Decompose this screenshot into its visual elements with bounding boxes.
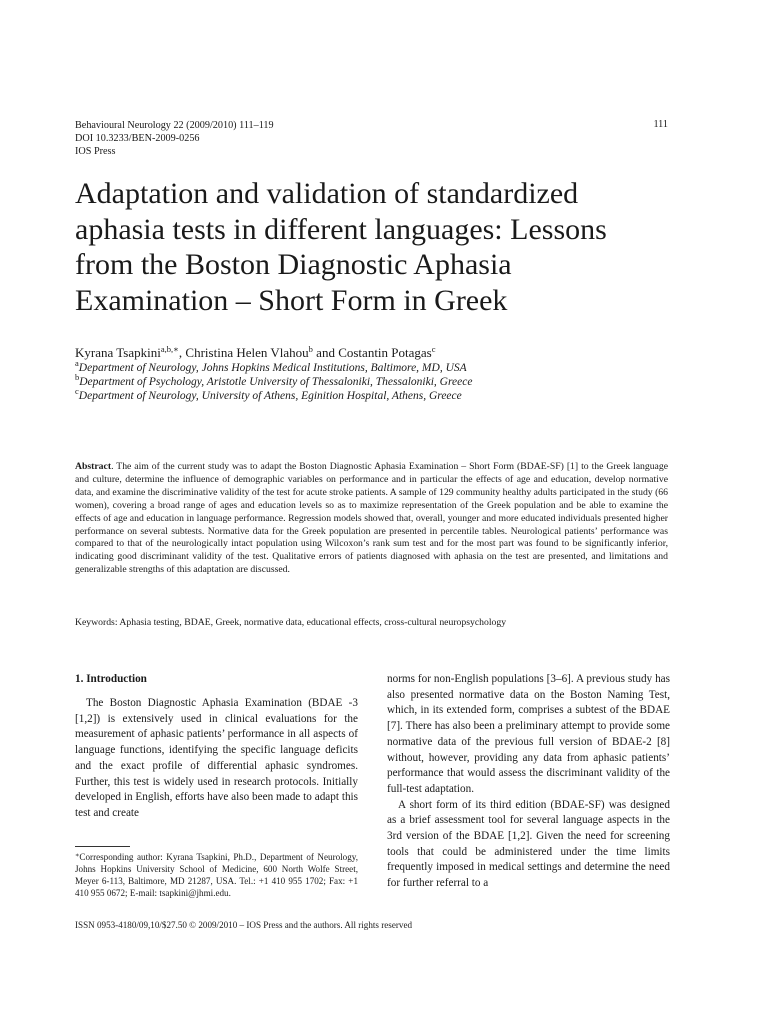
title-line: from the Boston Diagnostic Aphasia (75, 248, 512, 281)
title-line: Examination – Short Form in Greek (75, 283, 508, 317)
author-name: Christina Helen Vlahou (185, 345, 309, 360)
issn-line: ISSN 0953-4180/09,10/$27.50 © 2009/2010 – IOS Press and the authors. All rights reserved (75, 920, 413, 930)
affiliation-mark: b (75, 372, 80, 382)
publisher: IOS Press (75, 146, 116, 157)
body-paragraph: norms for non-English populations [3–6]. A previous study has also presented normative data on the Boston Naming Test, which, in its extended form, comprises a subtest of the BDAE [7]. There has also been a preliminary attempt to provide some normative data of the previous full version of BDAE-2 [8] without, however, providing any data from aphasic patients’ performance that would assess the discriminant validity of the full-test adaptation. (387, 673, 670, 795)
keywords: Keywords: Aphasia testing, BDAE, Greek, normative data, educational effects, cross-cultural neuropsychology (75, 617, 507, 628)
affiliation-text: Department of Neurology, University of Athens, Eginition Hospital, Athens, Greece (78, 390, 462, 402)
affiliation (75, 358, 467, 374)
doi: DOI 10.3233/BEN-2009-0256 (75, 133, 200, 144)
author-affiliation-mark: a,b,∗ (160, 344, 179, 354)
footnote-mark: ∗ (75, 852, 80, 859)
footnote (75, 851, 358, 899)
article-title (75, 176, 715, 318)
body-paragraph: A short form of its third edition (BDAE-SF) was designed as a brief assessment tool for several language aspects in the 3rd version of the BDAE [1,2]. Given the need for screening tools that could be administered under the time limits frequently imposed in medical settings and determine the need for further referral to a (387, 798, 670, 890)
author-affiliation-mark: b (308, 344, 313, 354)
author-affiliation-mark: c (431, 344, 436, 354)
affiliation-mark: c (75, 386, 79, 396)
right-column (387, 672, 670, 892)
affiliation (75, 386, 462, 402)
author-list (75, 345, 436, 361)
affiliation-text: Department of Psychology, Aristotle University of Thessaloniki, Thessaloniki, Greece (79, 376, 473, 388)
author-name: Costantin Potagas (338, 345, 432, 360)
footnote-rule (75, 846, 130, 847)
abstract-text: . The aim of the current study was to adapt the Boston Diagnostic Aphasia Examination – Short Form (BDAE-SF) [1] to the Greek language and culture, determine the influence of demographic variables on performance and in particular the effects of age and education, develop normative data, and examine the discriminative validity of the test for acute stroke patients. A sample of 129 community healthy adults participated in the study (66 women), covering a broad range of ages and education levels so as to maximize representation of the Greek population and be able to examine the effects of age and education in language performance. Regression models showed that, overall, younger and more educated individuals presented higher performance on several subtests. Normative data for the Greek population are presented in percentile tables. Neurological patients’ performance was compared to that of the neurologically intact population using Wilcoxon’s rank sum test and for the most part was found to be significantly inferior, indicating good discriminant validity of the test. Qualitative errors of patients diagnosed with aphasia on the test are presented, and limitations and generalizable strengths of this adaptation are discussed. (75, 461, 668, 576)
left-column (75, 696, 358, 822)
affiliation-text: Department of Neurology, Johns Hopkins Medical Institutions, Baltimore, MD, USA (78, 362, 467, 374)
affiliation-mark: a (75, 358, 79, 368)
title-line: aphasia tests in different languages: Lessons (75, 212, 607, 246)
footnote-text: Corresponding author: Kyrana Tsapkini, Ph.D., Department of Neurology, Johns Hopkins University School of Medicine, 600 North Wolfe Street, Meyer 6-113, Baltimore, MD 21287, USA. Tel.: +1 410 955 1702; Fax: +1 410 955 0672; E-mail: tsapkini@jhmi.edu. (75, 852, 358, 899)
page-number: 111 (653, 119, 668, 130)
section-heading: 1. Introduction (75, 673, 147, 685)
author-separator: and (312, 345, 339, 360)
author-name: Kyrana Tsapkini (75, 345, 161, 360)
author-separator: , (178, 345, 186, 360)
body-paragraph: The Boston Diagnostic Aphasia Examination (BDAE -3 [1,2]) is extensively used in clinical evaluations for the measurement of aphasic patients’ performance in all aspects of language functions, identifying the specific language deficits and the exact profile of differential aphasic syndromes. Further, this test is widely used in research protocols. Initially developed in English, efforts have also been made to adapt this test and create (75, 697, 358, 819)
affiliation (75, 372, 473, 388)
abstract-label: Abstract (75, 461, 112, 472)
running-header (75, 119, 274, 158)
title-line: Adaptation and validation of standardized (75, 177, 579, 210)
abstract (75, 461, 668, 577)
journal-citation: Behavioural Neurology 22 (2009/2010) 111–119 (75, 120, 274, 131)
